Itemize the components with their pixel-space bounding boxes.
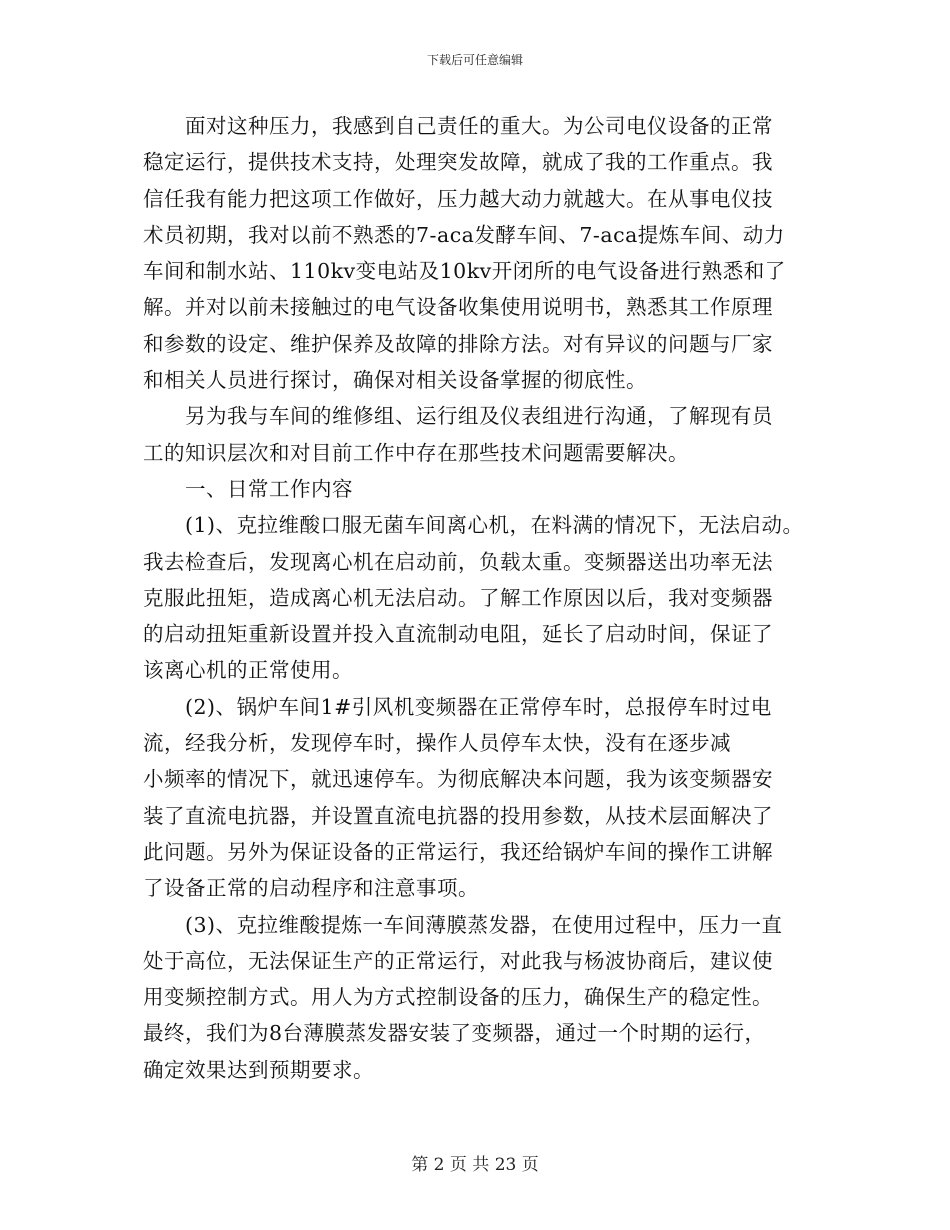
page-header-note: 下载后可任意编辑 bbox=[426, 53, 523, 67]
section-heading: 一、日常工作内容 bbox=[185, 476, 353, 501]
paragraph-line: 克服此扭矩，造成离心机无法启动。了解工作原因以后，我对变频器 bbox=[143, 585, 773, 610]
paragraph-line: 确定效果达到预期要求。 bbox=[143, 1057, 374, 1082]
paragraph-line: (1)、克拉维酸口服无菌车间离心机，在料满的情况下，无法启动。 bbox=[185, 513, 804, 538]
paragraph-line: 此问题。另外为保证设备的正常运行，我还给锅炉车间的操作工讲解 bbox=[143, 839, 773, 864]
paragraph-line: (3)、克拉维酸提炼一车间薄膜蒸发器，在使用过程中，压力一直 bbox=[185, 912, 783, 937]
paragraph-line: 解。并对以前未接触过的电气设备收集使用说明书，熟悉其工作原理 bbox=[143, 295, 773, 320]
paragraph-line: 面对这种压力，我感到自己责任的重大。为公司电仪设备的正常 bbox=[185, 114, 773, 138]
paragraph-line: 小频率的情况下，就迅速停车。为彻底解决本问题，我为该变频器安 bbox=[143, 767, 773, 792]
paragraph-line: 车间和制水站、110kv变电站及10kv开闭所的电气设备进行熟悉和了 bbox=[143, 259, 786, 284]
paragraph-line: 信任我有能力把这项工作做好，压力越大动力就越大。在从事电仪技 bbox=[143, 186, 773, 211]
paragraph-line: (2)、锅炉车间1#引风机变频器在正常停车时，总报停车时过电 bbox=[185, 694, 772, 719]
paragraph-line: 我去检查后，发现离心机在启动前，负载太重。变频器送出功率无法 bbox=[143, 549, 773, 574]
paragraph-line: 术员初期，我对以前不熟悉的7-aca发酵车间、7-aca提炼车间、动力 bbox=[143, 222, 785, 247]
paragraph-line: 稳定运行，提供技术支持，处理突发故障，就成了我的工作重点。我 bbox=[143, 150, 773, 175]
paragraph-line: 工的知识层次和对目前工作中存在那些技术问题需要解决。 bbox=[143, 440, 689, 465]
paragraph-line: 的启动扭矩重新设置并投入直流制动电阻，延长了启动时间，保证了 bbox=[143, 622, 773, 647]
paragraph-line: 最终，我们为8台薄膜蒸发器安装了变频器，通过一个时期的运行， bbox=[143, 1021, 766, 1046]
document-body bbox=[143, 108, 823, 1088]
paragraph-line: 另为我与车间的维修组、运行组及仪表组进行沟通，了解现有员 bbox=[185, 404, 773, 429]
paragraph-line: 该离心机的正常使用。 bbox=[143, 658, 353, 683]
paragraph-line: 装了直流电抗器，并设置直流电抗器的投用参数，从技术层面解决了 bbox=[143, 803, 773, 828]
paragraph-line: 了设备正常的启动程序和注意事项。 bbox=[143, 876, 479, 901]
page-number-footer: 第 2 页 共 23 页 bbox=[411, 1155, 539, 1175]
paragraph-line: 处于高位，无法保证生产的正常运行，对此我与杨波协商后，建议使 bbox=[143, 948, 773, 973]
paragraph-line: 流，经我分析，发现停车时，操作人员停车太快，没有在逐步减 bbox=[143, 731, 731, 756]
paragraph-line: 用变频控制方式。用人为方式控制设备的压力，确保生产的稳定性。 bbox=[143, 985, 773, 1010]
paragraph-line: 和相关人员进行探讨，确保对相关设备掌握的彻底性。 bbox=[143, 368, 647, 393]
paragraph-line: 和参数的设定、维护保养及故障的排除方法。对有异议的问题与厂家 bbox=[143, 331, 773, 356]
